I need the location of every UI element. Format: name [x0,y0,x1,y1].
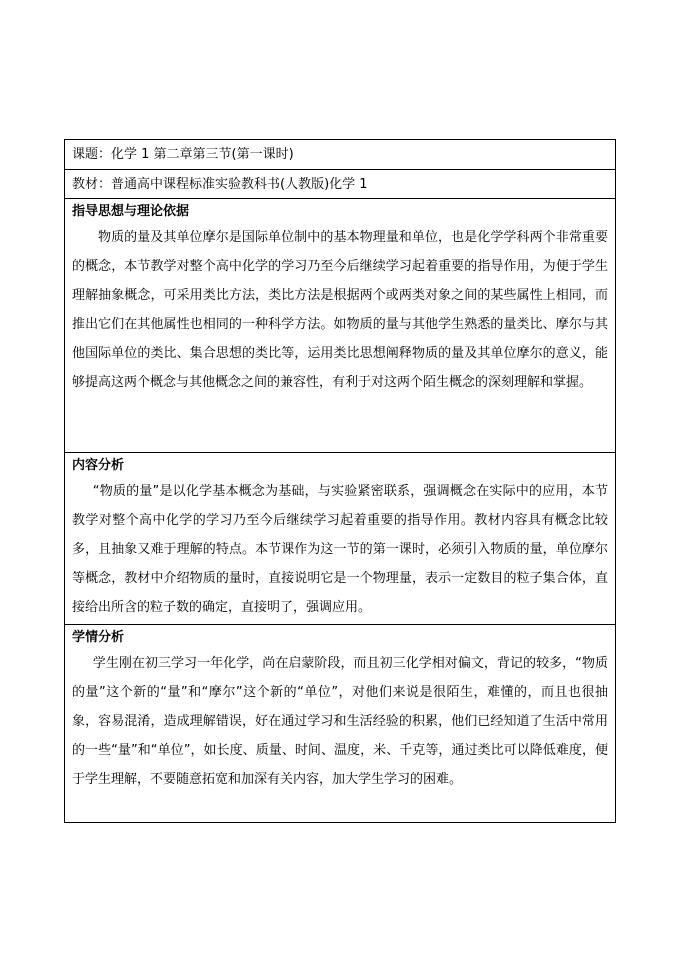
section-title: 学情分析 [72,630,125,645]
lesson-title-row [65,140,615,169]
lesson-plan-table [64,139,616,823]
lesson-title: 课题：化学 1 第二章第三节(第一课时) [72,147,294,162]
student-analysis-section [65,624,615,822]
section-paragraph: “物质的量”是以化学基本概念为基础，与实验紧密联系，强调概念在实际中的应用，本节教学对整个高中化学的学习乃至今后继续学习起着重要的指导作用。教材内容具有概念比较多，且抽象又难于理解的特点。本节课作为这一节的第一课时，必须引入物质的量，单位摩尔等概念，教材中介绍物质的量时，直接说明它是一个物理量，表示一定数目的粒子集合体，直接给出所含的粒子数的确定，直接明了，强调应用。 [72,484,608,615]
textbook-label: 教材：普通高中课程标准实验教科书(人教版)化学 1 [72,177,368,192]
section-paragraph: 学生刚在初三学习一年化学，尚在启蒙阶段，而且初三化学相对偏文，背记的较多，“物质的量”这个新的“量”和“摩尔”这个新的“单位”，对他们来说是很陌生，难懂的，而且也很抽象，容易混淆，造成理解错误，好在通过学习和生活经验的积累，他们已经知道了生活中常用的一些“量”和“单位”，如长度、质量、时间、温度，米、千克等，通过类比可以降低难度，便于学生理解，不要随意拓宽和加深有关内容，加大学生学习的困难。 [72,656,608,787]
textbook-row [65,169,615,198]
section-title: 内容分析 [72,458,125,473]
section-title: 指导思想与理论依据 [72,204,190,219]
guiding-theory-section [65,198,615,452]
content-analysis-section [65,452,615,624]
section-paragraph: 物质的量及其单位摩尔是国际单位制中的基本物理量和单位，也是化学学科两个非常重要的概念，本节教学对整个高中化学的学习乃至今后继续学习起着重要的指导作用，为便于学生理解抽象概念，可采用类比方法，类比方法是根据两个或两类对象之间的某些属性上相同，而推出它们在其他属性也相同的一种科学方法。如物质的量与其他学生熟悉的量类比、摩尔与其他国际单位的类比、集合思想的类比等，运用类比思想阐释物质的量及其单位摩尔的意义，能够提高这两个概念与其他概念之间的兼容性，有利于对这两个陌生概念的深刻理解和掌握。 [72,230,608,390]
